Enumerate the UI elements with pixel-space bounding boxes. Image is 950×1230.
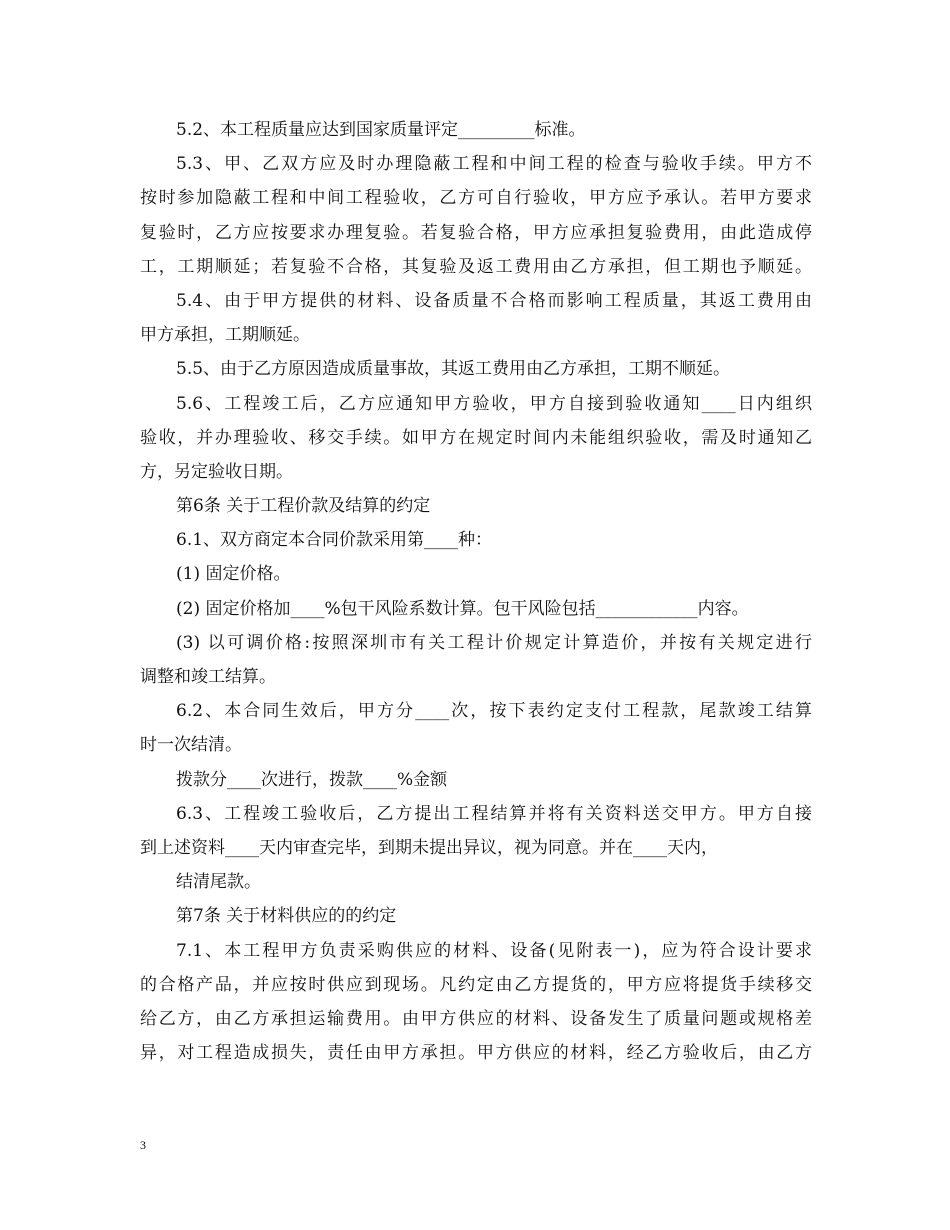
payment-installments-line: 拨款分____次进行，拨款____%金额 [176, 769, 448, 790]
paragraph-5-6-line-1: 5.6、工程竣工后，乙方应通知甲方验收，甲方自接到验收通知____日内组织 [176, 393, 812, 414]
paragraph-5-3-line-3: 复验时，乙方应按要求办理复验。若复验合格，甲方应承担复验费用，由此造成停 [140, 222, 812, 243]
paragraph-6-3-line-2: 到上述资料____天内审查完毕，到期未提出异议，视为同意。并在____天内， [140, 837, 718, 858]
paragraph-6-3-line-1: 6.3、工程竣工验收后，乙方提出工程结算并将有关资料送交甲方。甲方自接 [176, 803, 812, 824]
page-number: 3 [140, 1138, 146, 1152]
paragraph-5-6-line-2: 验收，并办理验收、移交手续。如甲方在规定时间内未能组织验收，需及时通知乙 [140, 427, 812, 448]
option-1: (1) 固定价格。 [176, 564, 291, 585]
paragraph-5-3-line-4: 工，工期顺延；若复验不合格，其复验及返工费用由乙方承担，但工期也予顺延。 [140, 256, 812, 277]
paragraph-6-3-line-3: 结清尾款。 [176, 872, 261, 893]
paragraph-5-4-line-2: 甲方承担，工期顺延。 [140, 325, 310, 346]
paragraph-5-3-line-1: 5.3、甲、乙双方应及时办理隐蔽工程和中间工程的检查与验收手续。甲方不 [176, 154, 812, 175]
article-7-heading: 第7条 关于材料供应的的约定 [176, 906, 397, 927]
option-3-line-1: (3) 以可调价格:按照深圳市有关工程计价规定计算造价，并按有关规定进行 [176, 632, 812, 653]
paragraph-7-1-line-1: 7.1、本工程甲方负责采购供应的材料、设备(见附表一)，应为符合设计要求 [176, 940, 812, 961]
option-2: (2) 固定价格加____%包干风险系数计算。包干风险包括____________内容。 [176, 598, 749, 619]
paragraph-5-6-line-3: 方，另定验收日期。 [140, 461, 293, 482]
paragraph-5-4-line-1: 5.4、由于甲方提供的材料、设备质量不合格而影响工程质量，其返工费用由 [176, 290, 812, 311]
article-6-heading: 第6条 关于工程价款及结算的约定 [176, 496, 431, 517]
paragraph-5-5: 5.5、由于乙方原因造成质量事故，其返工费用由乙方承担，工期不顺延。 [176, 359, 731, 380]
paragraph-7-1-line-3: 给乙方，由乙方承担运输费用。由甲方供应的材料、设备发生了质量问题或规格差 [140, 1008, 812, 1029]
paragraph-6-1: 6.1、双方商定本合同价款采用第____种： [176, 530, 493, 551]
paragraph-5-2: 5.2、本工程质量应达到国家质量评定_________标准。 [176, 120, 586, 140]
paragraph-6-2-line-2: 时一次结清。 [140, 735, 242, 756]
paragraph-7-1-line-2: 的合格产品，并应按时供应到现场。凡约定由乙方提货的，甲方应将提货手续移交 [140, 974, 812, 995]
option-3-line-2: 调整和竣工结算。 [140, 667, 276, 687]
paragraph-5-3-line-2: 按时参加隐蔽工程和中间工程验收，乙方可自行验收，甲方应予承认。若甲方要求 [140, 188, 812, 209]
paragraph-6-2-line-1: 6.2、本合同生效后，甲方分____次，按下表约定支付工程款，尾款竣工结算 [176, 701, 812, 722]
document-body [140, 113, 812, 1070]
paragraph-7-1-line-4: 异，对工程造成损失，责任由甲方承担。甲方供应的材料，经乙方验收后，由乙方 [140, 1043, 812, 1064]
